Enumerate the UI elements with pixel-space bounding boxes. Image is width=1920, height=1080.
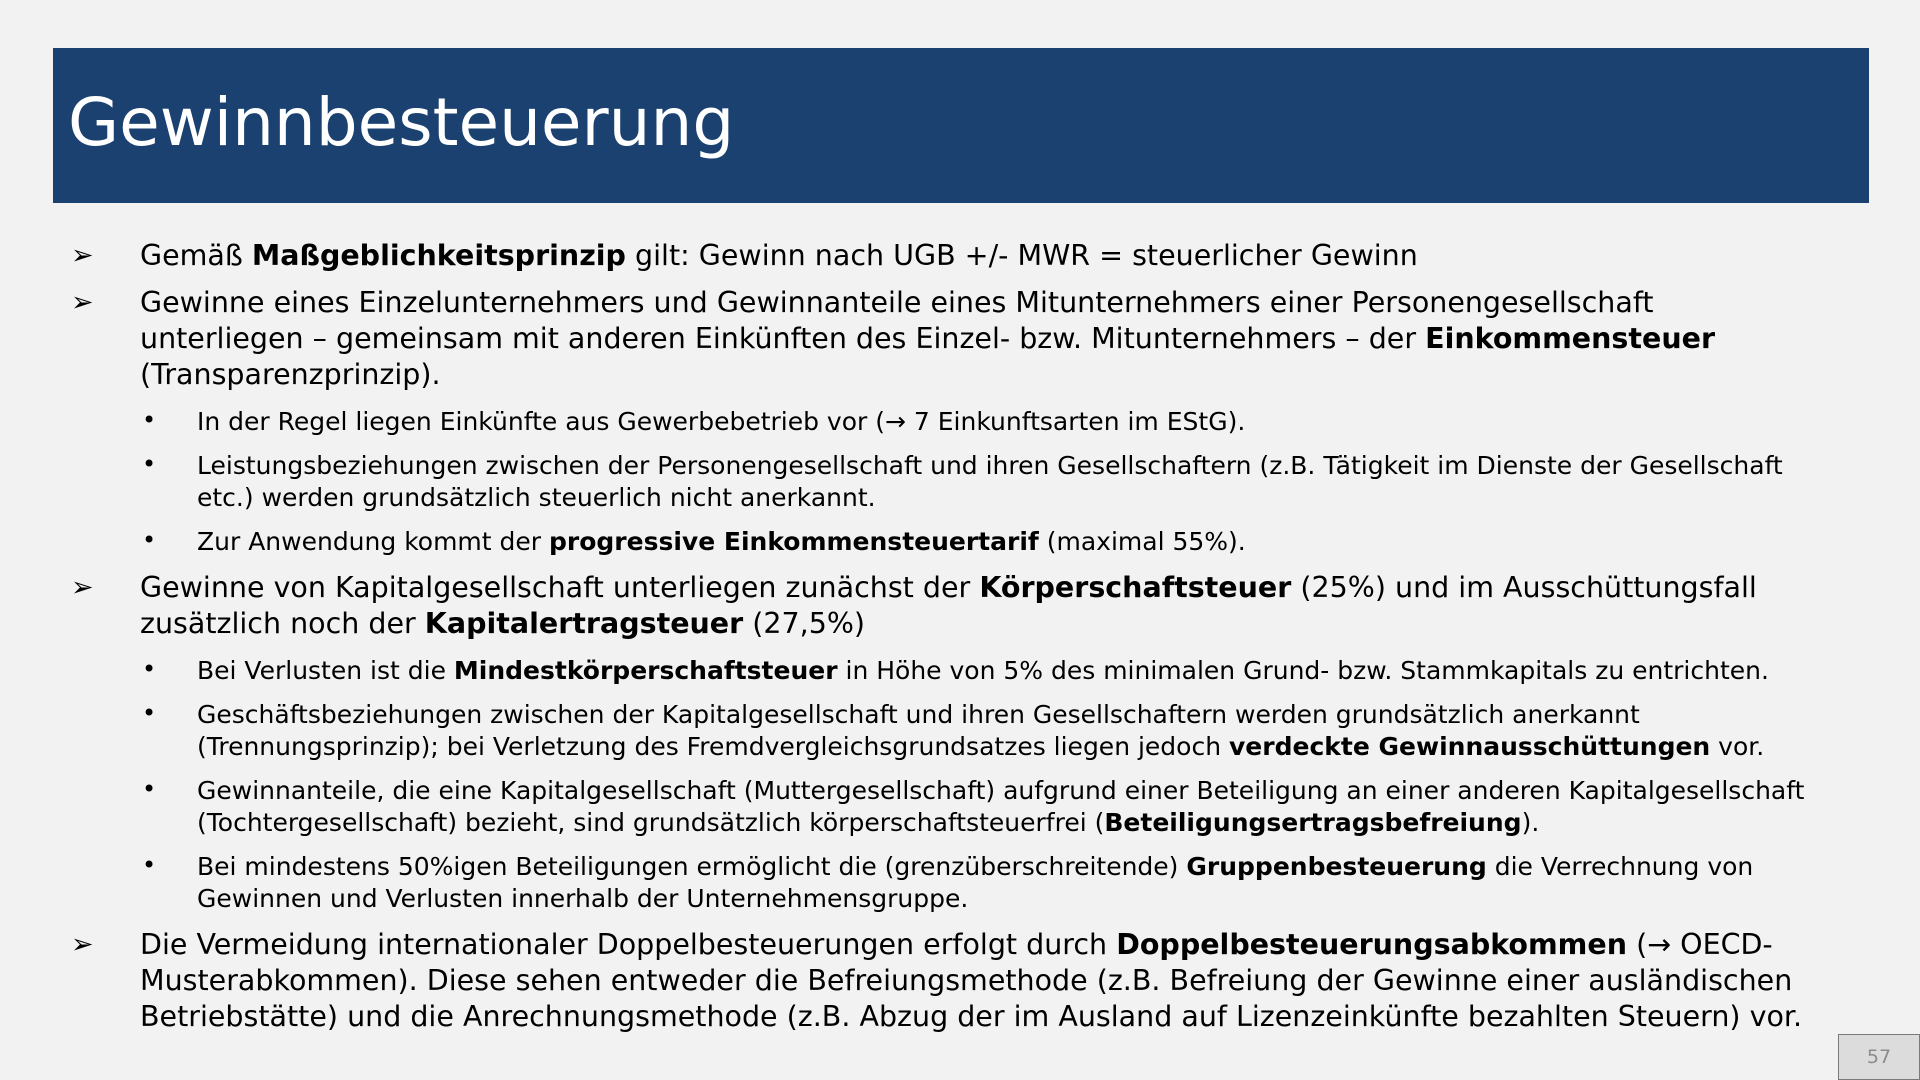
subbullet-leistungsbeziehungen [68,450,1818,514]
text: ). [1521,808,1540,837]
bullet-koerperschaftsteuer [68,570,1818,642]
term-einkommensteuer: Einkommensteuer [1425,322,1716,355]
text: in Höhe von 5% des minimalen Grund- bzw. Stammkapitals zu entrichten. [837,656,1769,685]
arrow-bullet-icon: ➢ [71,572,94,603]
dot-bullet-icon: • [142,655,157,683]
title-bar [53,48,1869,203]
term-mindestkoerperschaftsteuer: Mindestkörperschaftsteuer [453,656,838,685]
dot-bullet-icon: • [142,450,157,478]
text: Leistungsbeziehungen zwischen der Personengesellschaft und ihren Gesellschaftern (z.B. Tätigkeit im Dienste der Gesellschaft etc.) werden grundsätzlich steuerlich nicht anerkannt. [197,451,1783,512]
term-progressiver-tarif: progressive Einkommensteuertarif [549,527,1039,556]
page-number: 57 [1838,1034,1920,1080]
text: (25%) und im Ausschüttungsfall zusätzlich noch der [140,571,1757,640]
page-title: Gewinnbesteuerung [68,84,735,161]
text: (Transparenzprinzip). [140,358,441,391]
text: Zur Anwendung kommt der [197,527,550,556]
text: Geschäftsbeziehungen zwischen der Kapitalgesellschaft und ihren Gesellschaftern werden grundsätzlich anerkannt (Trennungsprinzip); bei Verletzung des Fremdvergleichsgrundsatzes liegen jedoch [197,700,1640,761]
bullet-doppelbesteuerung [68,927,1818,1035]
subbullet-gewinnanteile [68,775,1818,839]
term-gruppenbesteuerung: Gruppenbesteuerung [1186,852,1487,881]
dot-bullet-icon: • [142,526,157,554]
subbullets-koerperschaftsteuer [68,653,1818,915]
text: gilt: Gewinn nach UGB +/- MWR = steuerlicher Gewinn [625,239,1418,272]
slide-content [68,238,1818,1046]
text: vor. [1710,732,1765,761]
text: Gewinne eines Einzelunternehmers und Gewinnanteile eines Mitunternehmers einer Personengesellschaft unterliegen – gemeinsam mit anderen Einkünften des Einzel- bzw. Mitunternehmers – der [140,286,1654,355]
text: Gemäß [140,239,252,272]
text: Gewinne von Kapitalgesellschaft unterliegen zunächst der [140,571,980,604]
arrow-bullet-icon: ➢ [71,929,94,960]
dot-bullet-icon: • [142,775,157,803]
dot-bullet-icon: • [142,406,157,434]
bullet-masgeblichkeit [68,238,1818,274]
text: (maximal 55%). [1038,527,1246,556]
text: Bei mindestens 50%igen Beteiligungen ermöglicht die (grenzüberschreitende) [197,852,1187,881]
arrow-bullet-icon: ➢ [71,287,94,318]
text: (→ OECD-Musterabkommen). Diese sehen entweder die Befreiungsmethode (z.B. Befreiung der Gewinne einer ausländischen Betriebstätte) und die Anrechnungsmethode (z.B. Abzug der im Ausland auf Lizenzeinkünfte bezahlten Steuern) vor. [140,928,1803,1033]
arrow-bullet-icon: ➢ [71,240,94,271]
text: (27,5%) [743,607,866,640]
text: Gewinnanteile, die eine Kapitalgesellschaft (Muttergesellschaft) aufgrund einer Beteiligung an einer anderen Kapitalgesellschaft (Tochtergesellschaft) bezieht, sind grundsätzlich körperschaftsteuerfrei ( [197,776,1805,837]
term-kapitalertragsteuer: Kapitalertragsteuer [424,607,744,640]
subbullet-gewerbebetrieb [68,406,1818,438]
text: die Verrechnung von Gewinnen und Verlusten innerhalb der Unternehmensgruppe. [197,852,1754,913]
dot-bullet-icon: • [142,699,157,727]
subbullet-geschaeftsbeziehungen [68,699,1818,763]
term-beteiligungsertragsbefreiung: Beteiligungsertragsbefreiung [1104,808,1522,837]
term-masgeblichkeitsprinzip: Maßgeblichkeitsprinzip [251,239,626,272]
term-koerperschaftsteuer: Körperschaftsteuer [979,571,1292,604]
subbullet-tarif [68,526,1818,558]
bullet-einkommensteuer [68,285,1818,393]
subbullets-einkommensteuer [68,404,1818,558]
text: In der Regel liegen Einkünfte aus Gewerbebetrieb vor (→ 7 Einkunftsarten im EStG). [197,407,1246,436]
subbullet-gruppenbesteuerung [68,851,1818,915]
subbullet-mindestkoest [68,655,1818,687]
text: Die Vermeidung internationaler Doppelbesteuerungen erfolgt durch [140,928,1117,961]
dot-bullet-icon: • [142,851,157,879]
term-verdeckte-gewinnausschuettungen: verdeckte Gewinnausschüttungen [1229,732,1711,761]
term-doppelbesteuerungsabkommen: Doppelbesteuerungsabkommen [1116,928,1628,961]
text: Bei Verlusten ist die [197,656,454,685]
